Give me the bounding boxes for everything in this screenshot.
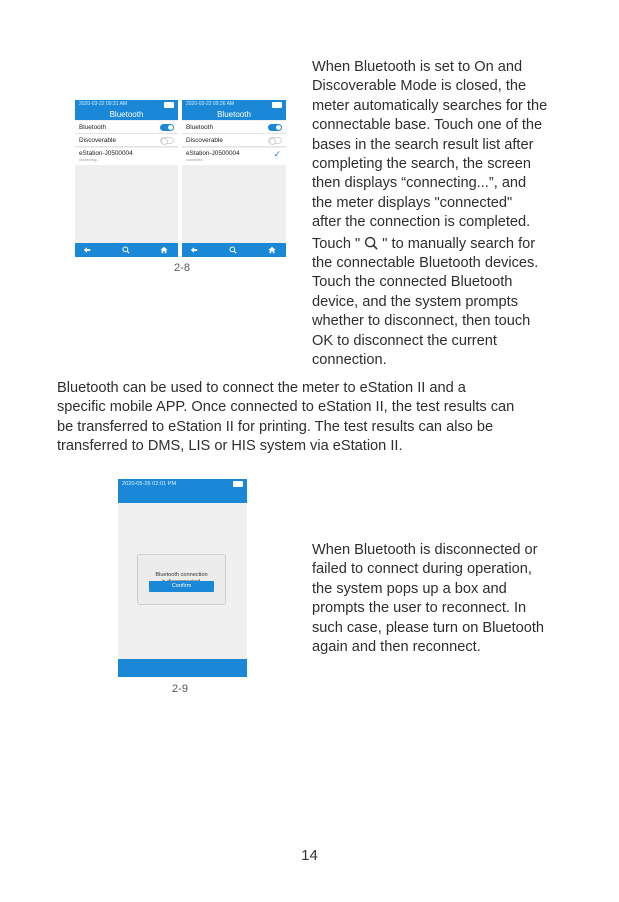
bluetooth-row-label: Bluetooth [79, 124, 107, 131]
screen-bluetooth-connected [182, 100, 286, 257]
search-icon[interactable] [122, 246, 130, 254]
search-icon [364, 236, 378, 250]
battery-icon [164, 102, 174, 108]
text-line: prompts the user to reconnect. In [312, 600, 527, 617]
touch-text-before: Touch " [312, 235, 365, 252]
figure-caption: 2-8 [174, 262, 190, 274]
text-line: When Bluetooth is disconnected or [312, 542, 538, 558]
battery-icon [233, 481, 243, 487]
discoverable-toggle[interactable] [268, 137, 282, 144]
home-icon[interactable] [268, 246, 276, 254]
dialog-message-line: Bluetooth connection [155, 572, 208, 578]
text-line: device, and the system prompts [312, 293, 519, 310]
status-time: 2020-03-22 09:31 AM [79, 101, 128, 107]
touch-text-after: " to manually search for [378, 235, 536, 252]
device-status: connected [186, 158, 203, 162]
text-line: the connectable Bluetooth devices. [312, 255, 539, 272]
search-icon[interactable] [229, 246, 237, 254]
device-name: eStation-J0500004 [79, 150, 133, 157]
bluetooth-row-label: Bluetooth [186, 124, 214, 131]
text-line: meter automatically searches for the [312, 97, 548, 114]
bottom-nav [75, 243, 178, 257]
status-bar [118, 479, 247, 503]
status-bar [182, 100, 286, 109]
bottom-nav [182, 243, 286, 257]
screen-bluetooth-disconnected [118, 479, 247, 677]
text-line: such case, please turn on Bluetooth [312, 619, 545, 636]
discoverable-row[interactable] [182, 134, 286, 147]
text-line: OK to disconnect the current [312, 332, 497, 349]
back-arrow-icon[interactable] [190, 246, 198, 254]
bluetooth-toggle[interactable] [160, 124, 174, 131]
text-line: transferred to DMS, LIS or HIS system via eStation II. [57, 438, 403, 455]
checkmark-icon: ✓ [273, 149, 281, 159]
text-line: failed to connect during operation, [312, 561, 532, 578]
text-line: then displays “connecting...”, and [312, 175, 527, 192]
text-line: the system pops up a box and [312, 580, 507, 597]
screen-bluetooth-connecting [75, 100, 178, 257]
discoverable-row-label: Discoverable [186, 137, 223, 144]
bluetooth-row[interactable] [182, 121, 286, 134]
text-line: When Bluetooth is set to On and [312, 59, 523, 75]
text-line: whether to disconnect, then touch [312, 313, 531, 330]
discoverable-row[interactable] [75, 134, 178, 147]
disconnect-dialog [137, 554, 226, 605]
home-icon[interactable] [160, 246, 168, 254]
paragraph-bluetooth-usage [57, 379, 577, 457]
text-line: be transferred to eStation II for printing. The test results can also be [57, 418, 494, 435]
paragraph-bluetooth-disconnected [312, 541, 612, 657]
discoverable-row-label: Discoverable [79, 137, 116, 144]
text-line: Discoverable Mode is closed, the [312, 78, 527, 95]
text-line: the meter displays "connected" [312, 194, 513, 211]
bottom-bar [118, 659, 247, 677]
figure-caption: 2-9 [172, 683, 188, 695]
bluetooth-toggle[interactable] [268, 124, 282, 131]
page-number: 14 [301, 847, 318, 864]
screen-title: Bluetooth [75, 109, 178, 120]
text-line-touch [312, 235, 612, 254]
text-line: connection. [312, 352, 387, 369]
text-line: Touch the connected Bluetooth [312, 274, 513, 291]
text-line: connectable base. Touch one of the [312, 117, 543, 134]
device-status: connecting... [79, 158, 100, 162]
text-line: specific mobile APP. Once connected to eStation II, the test results can [57, 399, 515, 416]
discoverable-toggle[interactable] [160, 137, 174, 144]
text-line: after the connection is completed. [312, 214, 531, 231]
status-time: 2020-03-22 09:36 AM [186, 101, 235, 107]
confirm-button[interactable]: Confirm [149, 581, 214, 592]
text-line: completing the search, the screen [312, 156, 532, 173]
paragraph-bluetooth-search [312, 58, 612, 371]
text-line: again and then reconnect. [312, 639, 481, 656]
screen-title: Bluetooth [182, 109, 286, 120]
back-arrow-icon[interactable] [83, 246, 91, 254]
text-line: bases in the search result list after [312, 136, 534, 153]
device-name: eStation-J0500004 [186, 150, 240, 157]
text-line: Bluetooth can be used to connect the meter to eStation II and a [57, 380, 466, 396]
device-list-item[interactable] [75, 148, 178, 165]
device-list-item[interactable] [182, 148, 286, 165]
status-time: 2020-05-26 02:01 PM [122, 481, 177, 487]
bluetooth-row[interactable] [75, 121, 178, 134]
status-bar [75, 100, 178, 109]
battery-icon [272, 102, 282, 108]
